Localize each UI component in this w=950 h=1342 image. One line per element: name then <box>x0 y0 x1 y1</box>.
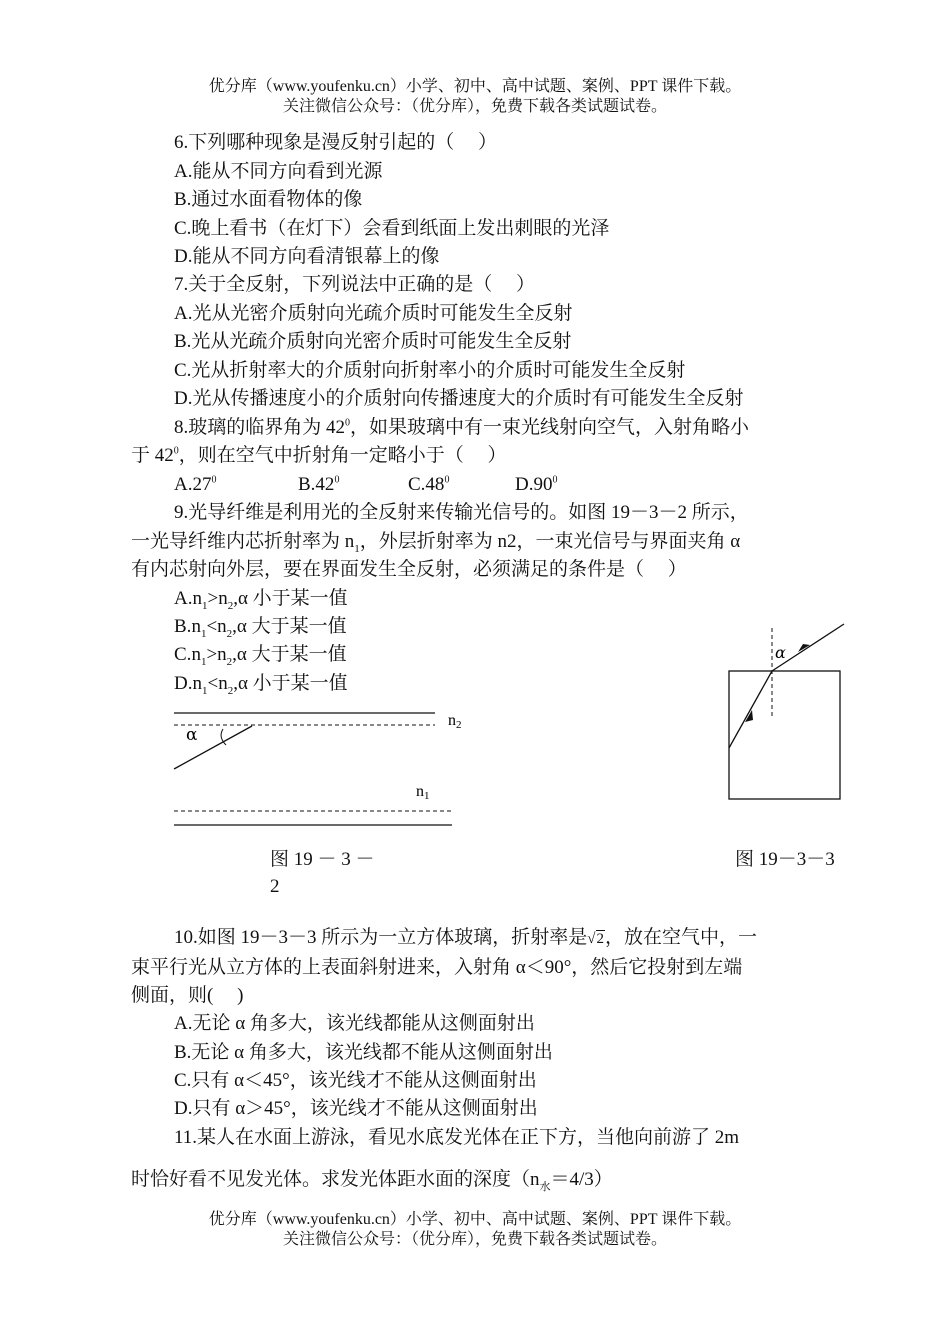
q8-option-d: $D.90^0$ <box>515 474 558 495</box>
footer-line-1: 优分库（www.youfenku.cn）小学、初中、高中试题、案例、PPT 课件下载。 <box>208 1211 742 1228</box>
sqrt-symbol: √2 <box>587 931 604 947</box>
refracted-ray <box>729 671 772 748</box>
q10-option-d: D.只有 α＞45°，该光线才不能从这侧面射出 <box>174 1098 538 1119</box>
q8-line-1: 8.玻璃的临界角为 $42^0$，如果玻璃中有一束光线射向空气，入射角略小 <box>174 417 750 438</box>
q8-line-2: 于 $42^0$，则在空气中折射角一定略小于（ ） <box>131 445 507 466</box>
q10-option-c: C.只有 α＜45°，该光线才不能从这侧面射出 <box>174 1070 537 1091</box>
q6-option-a: A.能从不同方向看到光源 <box>174 161 383 182</box>
q9-line-3: 有内芯射向外层，要在界面发生全反射，必须满足的条件是（ ） <box>131 559 687 580</box>
q7-option-a: A.光从光密介质射向光疏介质时可能发生全反射 <box>174 303 573 324</box>
fig2-caption-line-1: 图 19 － 3 － <box>270 849 375 870</box>
q10-line-3: 侧面，则( ) <box>131 985 244 1006</box>
q7-stem: 7.关于全反射，下列说法中正确的是（ ） <box>174 274 536 295</box>
footer-line-2: 关注微信公众号：（优分库），免费下载各类试题试卷。 <box>282 1231 667 1248</box>
fig2-caption-line-2: 2 <box>270 876 280 897</box>
cube-diagram <box>718 618 858 808</box>
q10-option-a: A.无论 α 角多大，该光线都能从这侧面射出 <box>174 1013 535 1034</box>
q6-option-d: D.能从不同方向看清银幕上的像 <box>174 246 440 267</box>
q10-line-1: 10.如图 19－3－3 所示为一立方体玻璃，折射率是√2，放在空气中，一 <box>174 925 757 952</box>
q7-option-d: D.光从传播速度小的介质射向传播速度大的介质时有可能发生全反射 <box>174 388 744 409</box>
q11-line-1: 11.某人在水面上游泳，看见水底发光体在正下方，当他向前游了 2m <box>174 1127 740 1148</box>
q7-option-b: B.光从光疏介质射向光密介质时可能发生全反射 <box>174 331 572 352</box>
q9-option-c: $C.n_1>n_2,\alpha$ 大于某一值 <box>174 644 347 668</box>
header-line-1: 优分库（www.youfenku.cn）小学、初中、高中试题、案例、PPT 课件下载。 <box>208 78 742 95</box>
n2-label: n2 <box>448 712 462 731</box>
q9-option-b: $B.n_1<n_2,\alpha$ 大于某一值 <box>174 616 347 640</box>
q10-option-b: B.无论 α 角多大，该光线都不能从这侧面射出 <box>174 1042 553 1063</box>
header-line-2: 关注微信公众号：（优分库），免费下载各类试题试卷。 <box>282 98 667 115</box>
q6-option-c: C.晚上看书（在灯下）会看到纸面上发出刺眼的光泽 <box>174 218 610 239</box>
q8-option-c: $C.48^0$ <box>408 474 450 495</box>
q9-option-a: $A.n_1>n_2,\alpha$ 小于某一值 <box>174 588 348 612</box>
q9-line-2: 一光导纤维内芯折射率为 $n_1$，外层折射率为 n2，一束光信号与界面夹角 α <box>131 531 741 555</box>
cube-alpha-label: α <box>775 643 786 662</box>
q7-option-c: C.光从折射率大的介质射向折射率小的介质时可能发生全反射 <box>174 360 686 381</box>
q9-option-d: $D.n_1<n_2,\alpha$ 小于某一值 <box>174 673 348 697</box>
q10-line-2: 束平行光从立方体的上表面斜射进来，入射角 α＜90°，然后它投射到左端 <box>131 957 743 978</box>
fig3-caption: 图 19－3－3 <box>735 849 835 870</box>
q8-option-b: $B.42^0$ <box>298 474 340 495</box>
q11-line-2: 时恰好看不见发光体。求发光体距水面的深度$(n_水=4/3)$ <box>131 1169 613 1193</box>
fiber-diagram <box>160 700 470 840</box>
n1-label: n1 <box>416 783 430 802</box>
alpha-label: α <box>186 725 198 745</box>
q8-option-a: $A.27^0$ <box>174 474 217 495</box>
glass-cube <box>729 671 840 799</box>
q9-line-1: 9.光导纤维是利用光的全反射来传输光信号的。如图 19－3－2 所示， <box>174 502 749 523</box>
q6-option-b: B.通过水面看物体的像 <box>174 189 363 210</box>
q6-stem: 6.下列哪种现象是漫反射引起的（ ） <box>174 132 498 153</box>
